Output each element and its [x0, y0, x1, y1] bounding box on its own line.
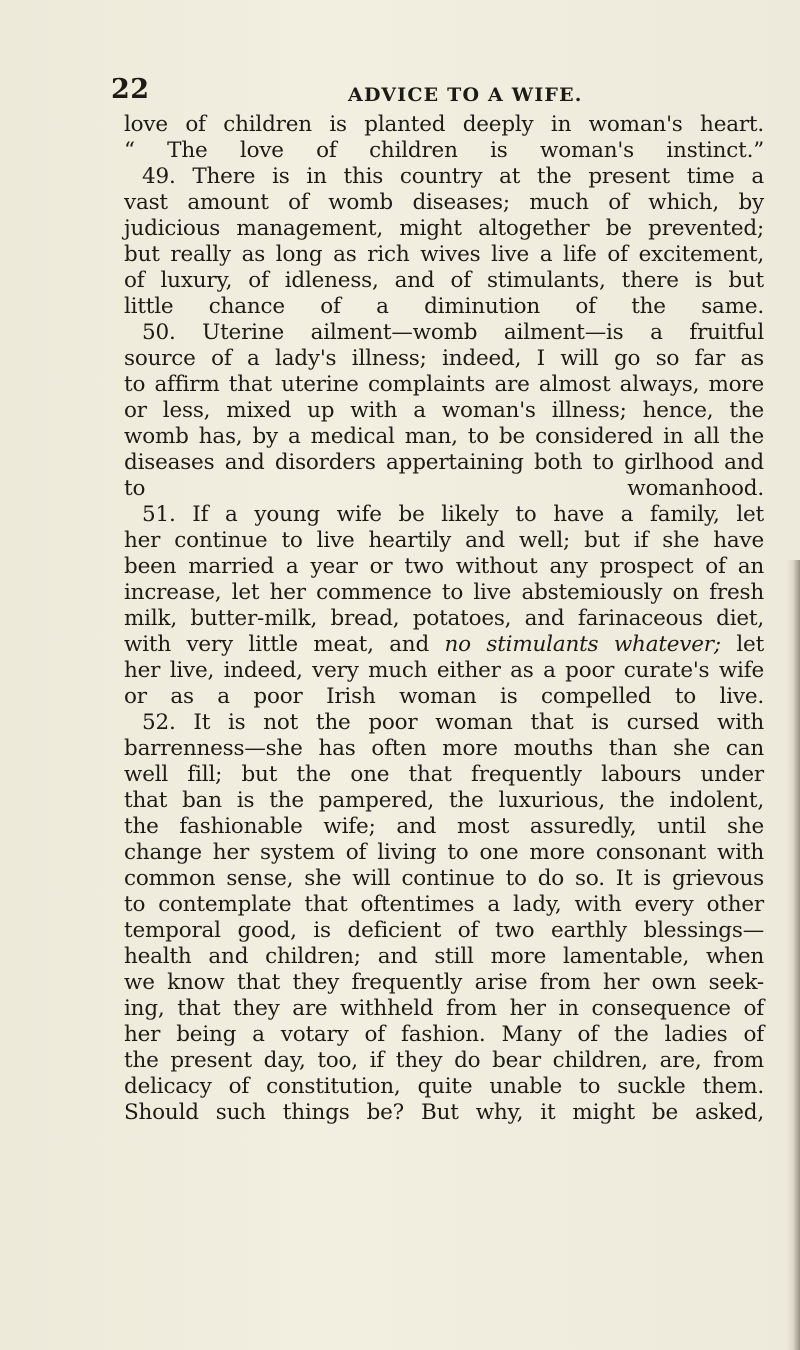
text-line [124, 736, 764, 762]
text-line-tail: let [720, 632, 765, 657]
text-line [124, 476, 764, 502]
text-line-content: 49. There is in this country at the present time a [142, 164, 764, 189]
text-line-content: vast amount of womb diseases; much of which, by [124, 190, 764, 215]
running-head: ADVICE TO A WIFE. [348, 84, 583, 106]
text-line [124, 762, 764, 788]
text-line-content: that ban is the pampered, the luxurious, the indolent, [124, 788, 764, 813]
text-line-content: temporal good, is deficient of two earthly blessings— [124, 918, 764, 943]
text-line-content: the present day, too, if they do bear children, are, from [124, 1048, 764, 1073]
text-line-content: to womanhood. [124, 476, 764, 501]
text-line-content: delicacy of constitution, quite unable to suckle them. [124, 1074, 764, 1099]
text-line [124, 112, 764, 138]
text-line-content: milk, butter-milk, bread, potatoes, and farinaceous diet, [124, 606, 764, 631]
text-line-content: source of a lady's illness; indeed, I will go so far as [124, 346, 764, 371]
text-line [124, 606, 764, 632]
text-line-content: the fashionable wife; and most assuredly, until she [124, 814, 764, 839]
text-line [124, 580, 764, 606]
text-line [124, 528, 764, 554]
text-line-content: her continue to live heartily and well; but if she have [124, 528, 764, 553]
text-line [124, 892, 764, 918]
text-line-content: health and children; and still more lamentable, when [124, 944, 764, 969]
text-line-content: little chance of a diminution of the same. [124, 294, 764, 319]
page-edge-shadow [786, 560, 800, 1350]
text-line [124, 944, 764, 970]
text-line [124, 372, 764, 398]
text-line [124, 320, 764, 346]
text-line [124, 1100, 764, 1126]
text-line [124, 710, 764, 736]
text-line [124, 866, 764, 892]
body-text [124, 112, 764, 1126]
text-line-content: diseases and disorders appertaining both to girlhood and [124, 450, 764, 475]
text-line-content: change her system of living to one more consonant with [124, 840, 764, 865]
text-line [124, 1074, 764, 1100]
text-line [124, 450, 764, 476]
text-line [124, 138, 764, 164]
text-line-content: Should such things be? But why, it might be asked, [124, 1100, 764, 1125]
text-line [124, 788, 764, 814]
text-line [124, 424, 764, 450]
text-line [124, 1048, 764, 1074]
text-line-content: 51. If a young wife be likely to have a family, let [142, 502, 764, 527]
text-line-content: been married a year or two without any prospect of an [124, 554, 764, 579]
text-line-content: “ The love of children is woman's instinct.” [124, 138, 764, 163]
text-line [124, 684, 764, 710]
text-line [124, 268, 764, 294]
text-line-content: or less, mixed up with a woman's illness; hence, the [124, 398, 764, 423]
text-line [124, 502, 764, 528]
text-line-content: her live, indeed, very much either as a poor curate's wife [124, 658, 764, 683]
text-line [124, 996, 764, 1022]
text-line-content: common sense, she will continue to do so. It is grievous [124, 866, 764, 891]
text-line-content: to affirm that uterine complaints are almost always, more [124, 372, 764, 397]
text-line [124, 216, 764, 242]
text-line-content: to contemplate that oftentimes a lady, with every other [124, 892, 764, 917]
text-line [124, 164, 764, 190]
text-line-content: judicious management, might altogether be prevented; [124, 216, 764, 241]
text-line [124, 918, 764, 944]
text-line-content: love of children is planted deeply in woman's heart. [124, 112, 764, 137]
text-line [124, 190, 764, 216]
text-line-content: ing, that they are withheld from her in consequence of [124, 996, 764, 1021]
text-line [124, 658, 764, 684]
text-line [124, 294, 764, 320]
text-line [124, 814, 764, 840]
text-line-content: but really as long as rich wives live a life of excitement, [124, 242, 764, 267]
italic-phrase: no stimulants whatever; [444, 632, 721, 657]
page-number: 22 [111, 74, 150, 105]
text-line-content: we know that they frequently arise from her own seek- [124, 970, 764, 995]
text-line-content: womb has, by a medical man, to be considered in all the [124, 424, 764, 449]
text-line [124, 398, 764, 424]
text-line-content: with very little meat, and [124, 632, 430, 657]
text-line-content: of luxury, of idleness, and of stimulants, there is but [124, 268, 764, 293]
text-line [124, 970, 764, 996]
text-line [124, 840, 764, 866]
text-line-content: her being a votary of fashion. Many of the ladies of [124, 1022, 764, 1047]
text-line [124, 632, 764, 658]
text-line [124, 242, 764, 268]
text-line [124, 554, 764, 580]
text-line-content: well fill; but the one that frequently labours under [124, 762, 764, 787]
text-line-content: 52. It is not the poor woman that is cursed with [142, 710, 764, 735]
text-line-content: barrenness—she has often more mouths than she can [124, 736, 764, 761]
text-line [124, 1022, 764, 1048]
text-line-content: or as a poor Irish woman is compelled to live. [124, 684, 764, 709]
text-line [124, 346, 764, 372]
text-line-content: 50. Uterine ailment—womb ailment—is a fruitful [142, 320, 764, 345]
text-line-content: increase, let her commence to live abstemiously on fresh [124, 580, 764, 605]
